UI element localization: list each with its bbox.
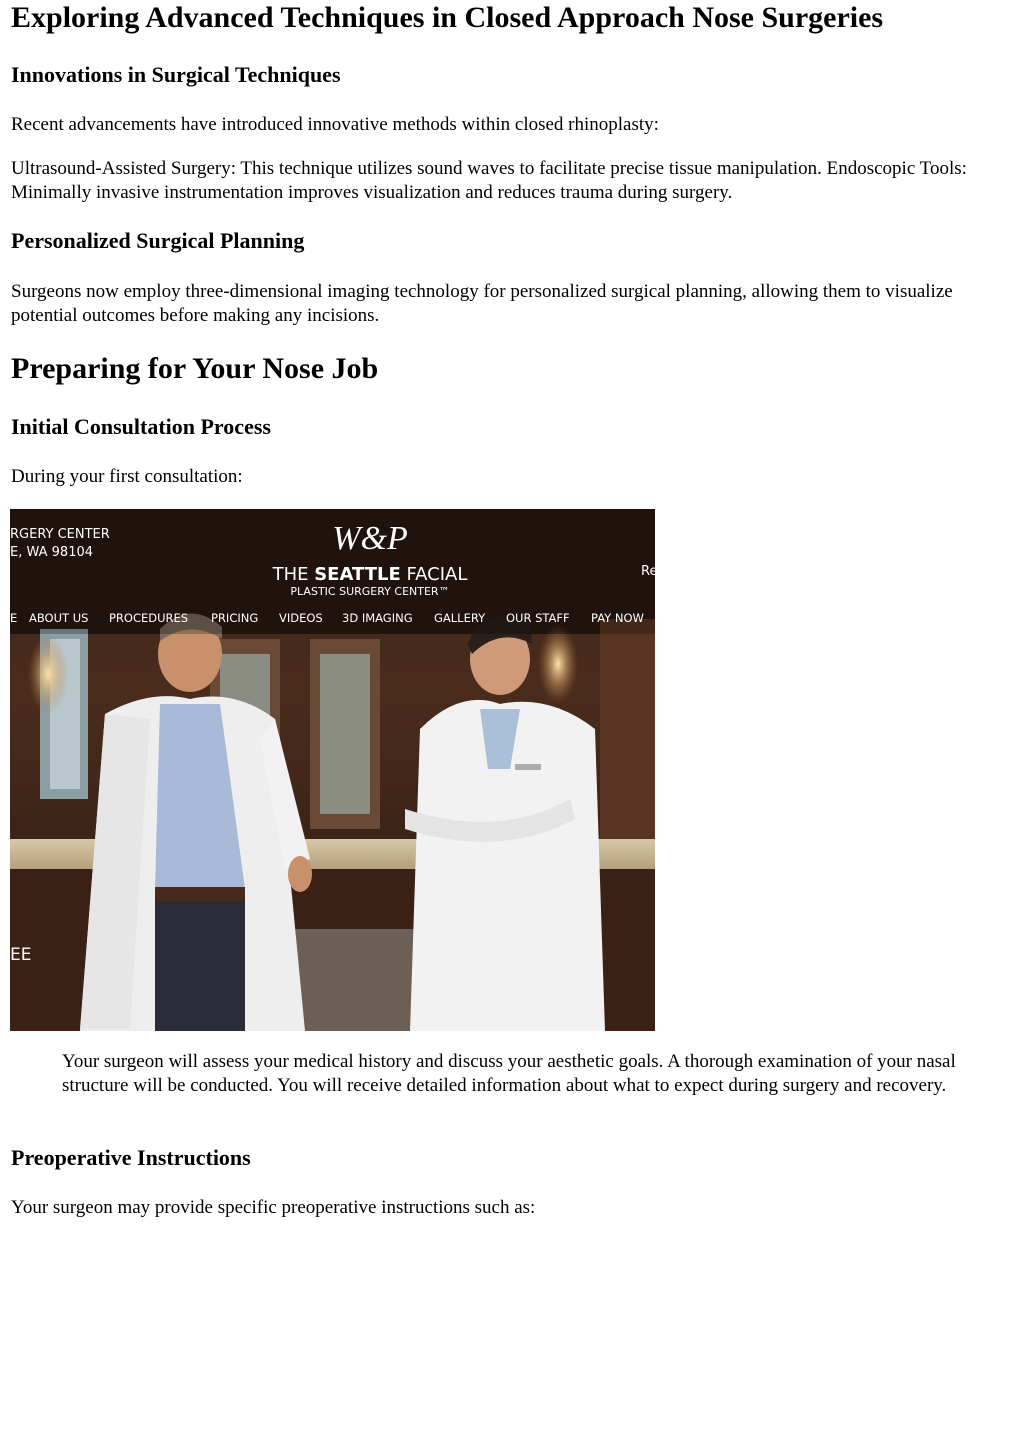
innovations-intro: Recent advancements have introduced innovative methods within closed rhinoplasty:: [11, 114, 659, 135]
photo-logo-line2: PLASTIC SURGERY CENTER™: [290, 585, 450, 598]
photo-corner-text: Re: [641, 564, 658, 579]
consultation-heading: Initial Consultation Process: [11, 414, 271, 439]
page-title: Exploring Advanced Techniques in Closed Approach Nose Surgeries: [11, 1, 884, 34]
innovations-body: Ultrasound-Assisted Surgery: This technique utilizes sound waves to facilitate precise tissue manipulation. Endoscopic Tools: Minimally invasive instrumentation improves visualization and reduces trauma during surgery.: [11, 158, 967, 203]
photo-nav-item: E: [10, 611, 18, 625]
photo-nav-item: PAY NOW: [591, 611, 644, 625]
photo-logo-monogram: W&P: [332, 520, 408, 557]
photo-address-line1: RGERY CENTER: [10, 527, 110, 542]
photo-side-text: EE: [10, 945, 32, 965]
photo-nav-item: OUR STAFF: [506, 611, 570, 625]
photo-nav-item: ABOUT US: [29, 611, 89, 625]
preparing-heading: Preparing for Your Nose Job: [11, 352, 379, 385]
photo-nav-item: PROCEDURES: [109, 611, 189, 625]
surgeons-photo: [10, 509, 658, 1031]
photo-nav-item: 3D IMAGING: [342, 611, 413, 625]
photo-nav-item: VIDEOS: [279, 611, 323, 625]
photo-nav-item: PRICING: [211, 611, 259, 625]
planning-body: Surgeons now employ three-dimensional imaging technology for personalized surgical planning, allowing them to visualize potential outcomes before making any incisions.: [11, 281, 953, 326]
consultation-list-item: Your surgeon will assess your medical history and discuss your aesthetic goals. A thorough examination of your nasal structure will be conducted. You will receive detailed information about what to expect during surgery and recovery.: [62, 1051, 956, 1096]
innovations-heading: Innovations in Surgical Techniques: [11, 62, 341, 87]
photo-address-line2: E, WA 98104: [10, 545, 94, 560]
planning-heading: Personalized Surgical Planning: [11, 228, 305, 253]
preop-intro: Your surgeon may provide specific preoperative instructions such as:: [11, 1197, 536, 1218]
consultation-intro: During your first consultation:: [11, 466, 243, 487]
preop-heading: Preoperative Instructions: [11, 1145, 251, 1170]
photo-logo-line1: THE SEATTLE FACIAL: [272, 564, 468, 585]
photo-nav-item: GALLERY: [434, 611, 486, 625]
